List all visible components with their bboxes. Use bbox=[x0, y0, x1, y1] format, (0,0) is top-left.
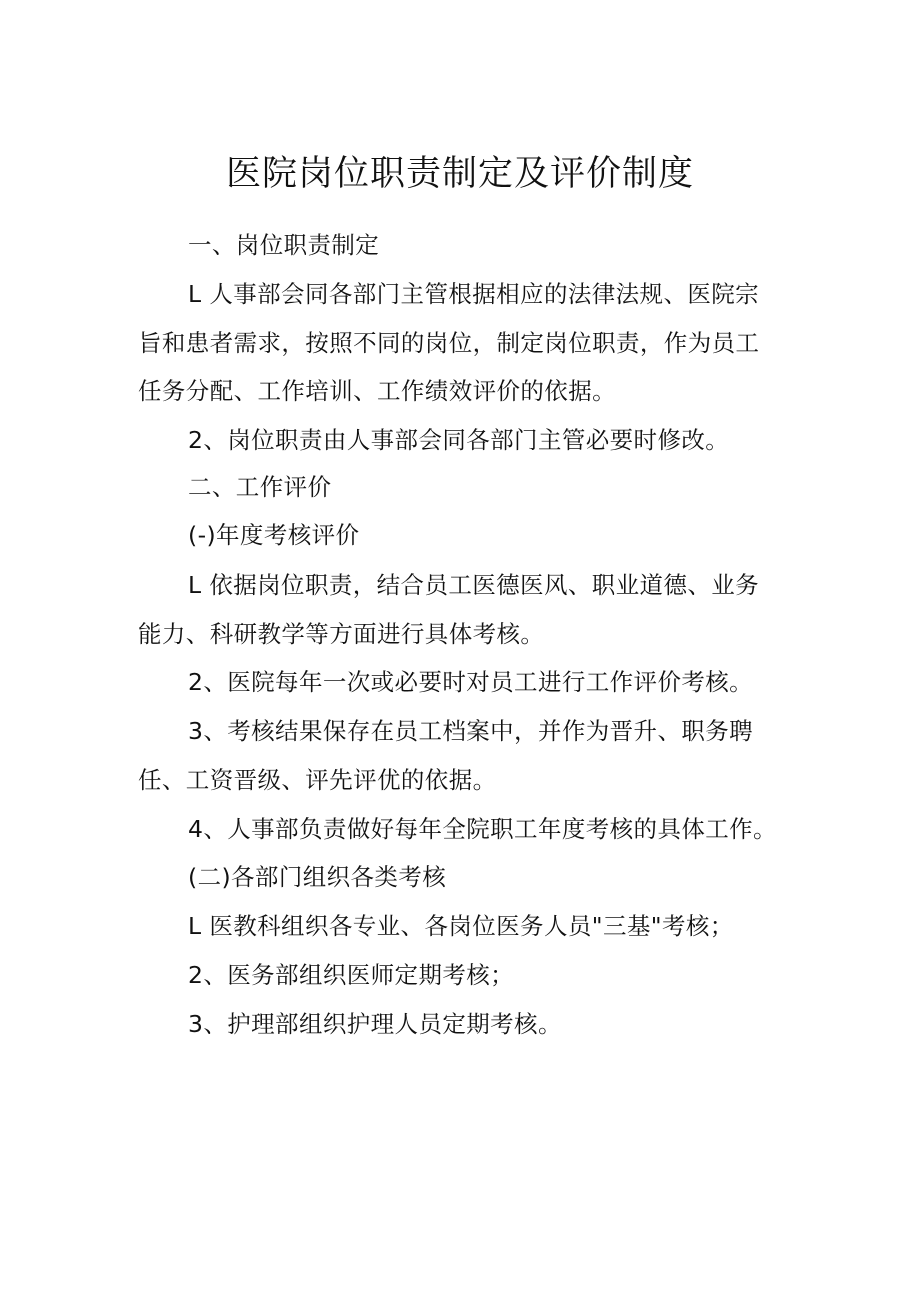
paragraph-line: 3、护理部组织护理人员定期考核。 bbox=[188, 1010, 562, 1038]
paragraph-line: 2、岗位职责由人事部会同各部门主管必要时修改。 bbox=[188, 426, 730, 454]
section-heading-2: 二、工作评价 bbox=[188, 473, 332, 501]
paragraph-line: L 依据岗位职责，结合员工医德医风、职业道德、业务 bbox=[188, 571, 760, 599]
paragraph-line: 任务分配、工作培训、工作绩效评价的依据。 bbox=[138, 377, 616, 405]
paragraph-line: 任、工资晋级、评先评优的依据。 bbox=[138, 766, 497, 794]
paragraph-line: 能力、科研教学等方面进行具体考核。 bbox=[138, 620, 545, 648]
paragraph-line: 4、人事部负责做好每年全院职工年度考核的具体工作。 bbox=[188, 815, 777, 843]
subsection-heading-2: (二)各部门组织各类考核 bbox=[188, 863, 447, 891]
paragraph-line: 旨和患者需求，按照不同的岗位，制定岗位职责，作为员工 bbox=[138, 329, 760, 357]
subsection-heading-1: (-)年度考核评价 bbox=[188, 521, 360, 549]
section-heading-1: 一、岗位职责制定 bbox=[188, 231, 380, 259]
paragraph-line: 2、医务部组织医师定期考核； bbox=[188, 961, 515, 989]
document-title: 医院岗位职责制定及评价制度 bbox=[225, 154, 694, 194]
paragraph-line: L 医教科组织各专业、各岗位医务人员"三基"考核； bbox=[188, 912, 734, 940]
paragraph-line: 3、考核结果保存在员工档案中，并作为晋升、职务聘 bbox=[188, 717, 754, 745]
paragraph-line: L 人事部会同各部门主管根据相应的法律法规、医院宗 bbox=[188, 280, 760, 308]
paragraph-line: 2、医院每年一次或必要时对员工进行工作评价考核。 bbox=[188, 668, 754, 696]
